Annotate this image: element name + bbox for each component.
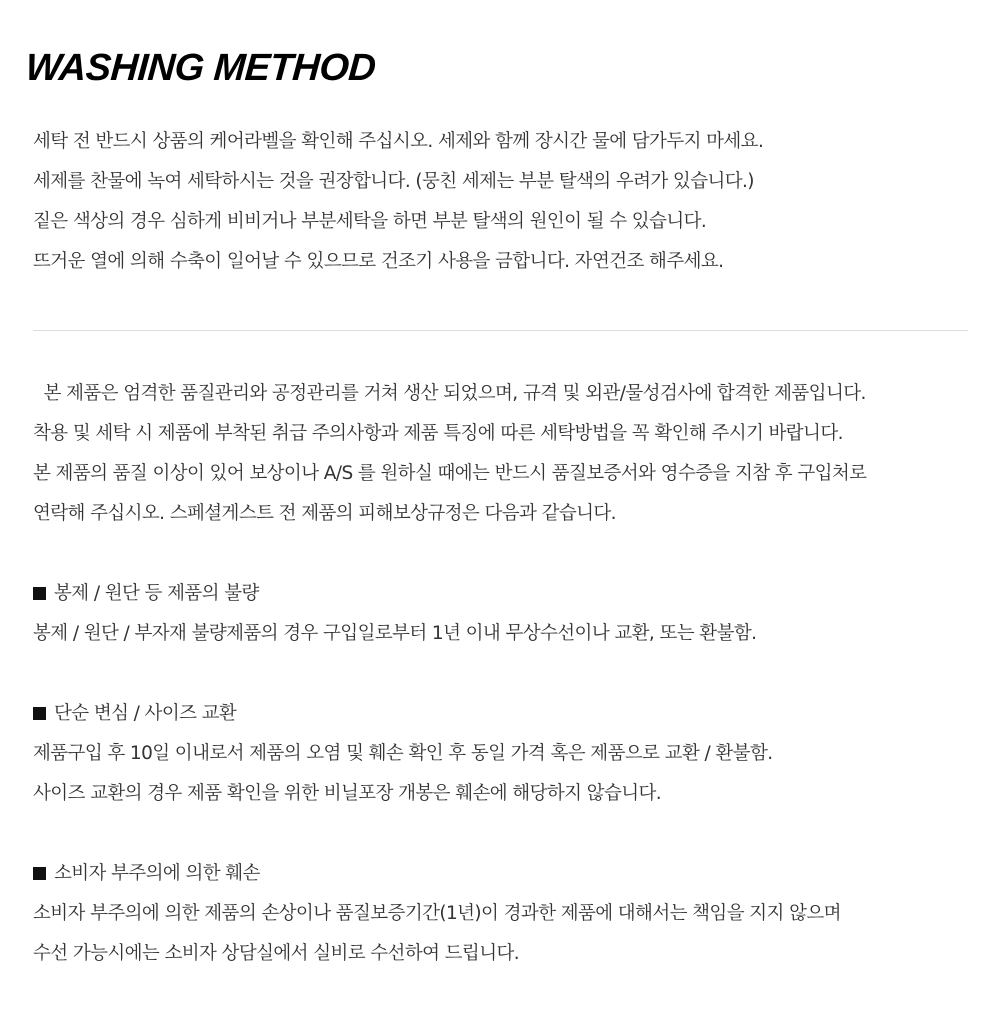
policy-line: 수선 가능시에는 소비자 상담실에서 실비로 수선하여 드립니다. bbox=[33, 943, 520, 964]
policy-heading-text: 소비자 부주의에 의한 훼손 bbox=[54, 863, 260, 884]
washing-line: 짙은 색상의 경우 심하게 비비거나 부분세탁을 하면 부분 탈색의 원인이 될 수 있습니다. bbox=[33, 211, 707, 232]
square-bullet-icon bbox=[33, 587, 46, 600]
washing-line: 뜨거운 열에 의해 수축이 일어날 수 있으므로 건조기 사용을 금합니다. 자연건조 해주세요. bbox=[33, 251, 724, 272]
square-bullet-icon bbox=[33, 867, 46, 880]
policy-heading-text: 봉제 / 원단 등 제품의 불량 bbox=[54, 583, 259, 604]
policy-heading bbox=[33, 574, 968, 614]
warranty-intro-line: 연락해 주십시오. 스페셜게스트 전 제품의 피해보상규정은 다음과 같습니다. bbox=[33, 503, 616, 524]
page-title: WASHING METHOD bbox=[24, 47, 377, 89]
warranty-intro-line: 본 제품의 품질 이상이 있어 보상이나 A/S 를 원하실 때에는 반드시 품질보증서와 영수증을 지참 후 구입처로 bbox=[33, 463, 867, 484]
washing-instructions bbox=[33, 122, 968, 282]
policy-line: 봉제 / 원단 / 부자재 불량제품의 경우 구입일로부터 1년 이내 무상수선이나 교환, 또는 환불함. bbox=[33, 623, 757, 644]
policy-heading-text: 단순 변심 / 사이즈 교환 bbox=[54, 703, 237, 724]
policy-line: 제품구입 후 10일 이내로서 제품의 오염 및 훼손 확인 후 동일 가격 혹은 제품으로 교환 / 환불함. bbox=[33, 743, 773, 764]
policy-heading bbox=[33, 854, 968, 894]
warranty-policy bbox=[33, 374, 968, 974]
washing-line: 세탁 전 반드시 상품의 케어라벨을 확인해 주십시오. 세제와 함께 장시간 물에 담가두지 마세요. bbox=[33, 131, 764, 152]
spacer bbox=[33, 814, 968, 854]
policy-line: 소비자 부주의에 의한 제품의 손상이나 품질보증기간(1년)이 경과한 제품에 대해서는 책임을 지지 않으며 bbox=[33, 903, 841, 924]
section-divider bbox=[33, 330, 968, 331]
policy-heading bbox=[33, 694, 968, 734]
spacer bbox=[33, 534, 968, 574]
washing-line: 세제를 찬물에 녹여 세탁하시는 것을 권장합니다. (뭉친 세제는 부분 탈색의 우려가 있습니다.) bbox=[33, 171, 754, 192]
policy-line: 사이즈 교환의 경우 제품 확인을 위한 비닐포장 개봉은 훼손에 해당하지 않습니다. bbox=[33, 783, 662, 804]
warranty-intro-line: 본 제품은 엄격한 품질관리와 공정관리를 거쳐 생산 되었으며, 규격 및 외관/물성검사에 합격한 제품입니다. bbox=[33, 383, 866, 404]
square-bullet-icon bbox=[33, 707, 46, 720]
spacer bbox=[33, 654, 968, 694]
warranty-intro-line: 착용 및 세탁 시 제품에 부착된 취급 주의사항과 제품 특징에 따른 세탁방법을 꼭 확인해 주시기 바랍니다. bbox=[33, 423, 843, 444]
